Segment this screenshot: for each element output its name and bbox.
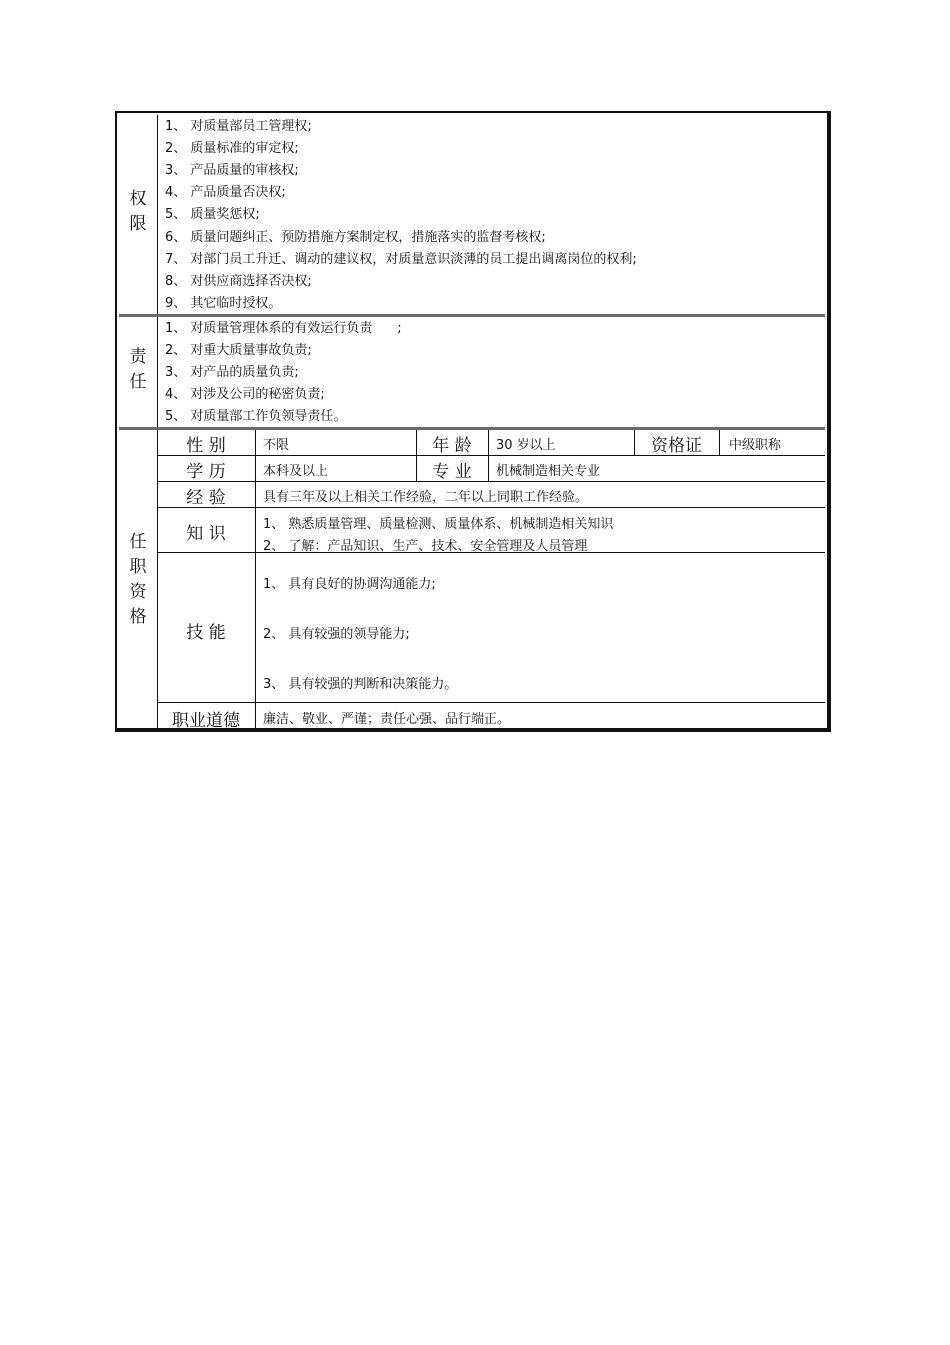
exp-label: 经 验	[186, 488, 226, 508]
edu-value: 本科及以上	[263, 464, 329, 479]
col-divider	[719, 430, 720, 455]
table-inner	[119, 115, 825, 731]
row-divider	[157, 455, 825, 456]
list-item: 2、 质量标准的审定权;	[165, 141, 299, 156]
row-divider	[157, 507, 825, 508]
major-value: 机械制造相关专业	[496, 464, 601, 479]
list-item: 1、 对质量部员工管理权;	[165, 119, 312, 134]
list-item: 3、 产品质量的审核权;	[165, 163, 299, 178]
zeren-caption	[119, 345, 157, 395]
edu-label: 学 历	[186, 462, 226, 482]
list-item: 9、 其它临时授权。	[165, 296, 282, 311]
label-col-divider	[255, 430, 256, 728]
list-item: 2、 对重大质量事故负责;	[165, 343, 312, 358]
gender-value: 不限	[263, 438, 290, 453]
row-divider	[157, 481, 825, 482]
major-label: 专 业	[432, 462, 472, 482]
renzhi-title: 任职资格	[129, 532, 147, 627]
job-spec-table	[115, 111, 831, 732]
list-item: 4、 对涉及公司的秘密负责;	[165, 387, 325, 402]
list-item: 1、 对质量管理体系的有效运行负责 ;	[165, 321, 402, 336]
list-item: 8、 对供应商选择否决权;	[165, 274, 312, 289]
age-value: 30 岁以上	[496, 438, 556, 453]
quanxian-caption	[119, 187, 157, 237]
list-item: 4、 产品质量否决权;	[165, 185, 286, 200]
cert-value: 中级职称	[729, 438, 782, 453]
list-item: 2、 了解：产品知识、生产、技术、安全管理及人员管理	[263, 539, 588, 554]
list-item: 3、 对产品的质量负责;	[165, 365, 299, 380]
ethics-value: 廉洁、敬业、严谨；责任心强、品行端正。	[263, 712, 511, 727]
age-label: 年 龄	[432, 436, 472, 456]
quanxian-title: 权限	[129, 189, 147, 234]
list-item: 3、 具有较强的判断和决策能力。	[263, 677, 458, 692]
list-item: 5、 对质量部工作负领导责任。	[165, 409, 347, 424]
list-item: 5、 质量奖惩权;	[165, 207, 260, 222]
renzhi-caption	[119, 530, 157, 630]
gender-label: 性 别	[186, 436, 226, 456]
row-divider	[157, 702, 825, 703]
list-item: 7、 对部门员工升迁、调动的建议权，对质量意识淡薄的员工提出调离岗位的权利;	[165, 252, 637, 267]
zeren-title: 责任	[129, 347, 147, 392]
list-item: 6、 质量问题纠正、预防措施方案制定权，措施落实的监督考核权;	[165, 230, 546, 245]
list-item: 2、 具有较强的领导能力;	[263, 627, 410, 642]
ethics-label: 职业道德	[172, 711, 240, 731]
cert-label: 资格证	[651, 436, 702, 456]
list-item: 1、 熟悉质量管理、质量检测、质量体系、机械制造相关知识	[263, 517, 614, 532]
skill-label: 技 能	[186, 623, 226, 643]
exp-value: 具有三年及以上相关工作经验，二年以上同职工作经验。	[263, 490, 589, 505]
know-label: 知 识	[186, 524, 226, 544]
list-item: 1、 具有良好的协调沟通能力;	[263, 577, 436, 592]
col-divider	[488, 430, 489, 481]
